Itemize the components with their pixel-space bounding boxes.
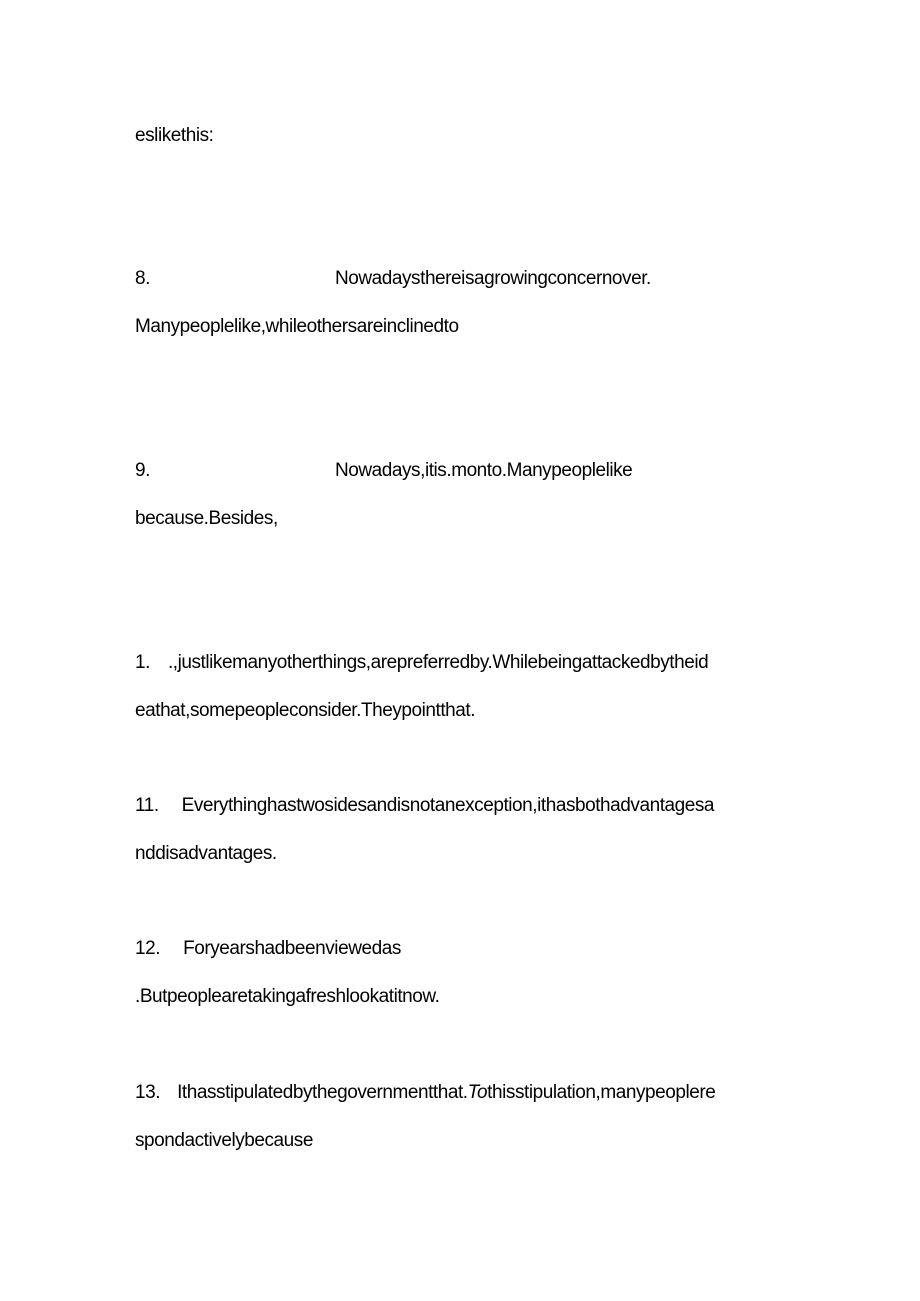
list-item-9-line-2: because.Besides, xyxy=(135,508,278,529)
item-number: 12. xyxy=(135,938,161,959)
item-text: Nowadays,itis.monto.Manypeoplelike xyxy=(335,460,633,481)
item-text: Foryearshadbeenviewedas xyxy=(183,938,401,959)
list-item-11-line-1 xyxy=(135,795,714,817)
list-item-13-line-1 xyxy=(135,1082,715,1104)
list-item-13-line-2: spondactivelybecause xyxy=(135,1130,313,1151)
item-text-italic: To xyxy=(467,1082,488,1103)
list-item-12-line-2: .Butpeoplearetakingafreshlookatitnow. xyxy=(135,986,440,1007)
item-number: 13. xyxy=(135,1082,161,1103)
item-number: 9. xyxy=(135,460,150,481)
text-fragment: eslikethis: xyxy=(135,125,214,146)
item-number: 11. xyxy=(135,795,159,816)
item-text: .,justlikemanyotherthings,arepreferredby.Whilebeingattackedbytheid xyxy=(167,652,709,673)
list-item-1-line-1 xyxy=(135,652,708,674)
item-text: Nowadaysthereisagrowingconcernover. xyxy=(335,268,651,289)
list-item-12-line-1 xyxy=(135,938,401,960)
list-item-8-line-2: Manypeoplelike,whileothersareinclinedto xyxy=(135,316,459,337)
list-item-11-line-2: nddisadvantages. xyxy=(135,843,277,864)
item-number: 1. xyxy=(135,652,150,673)
list-item-1-line-2: eathat,somepeopleconsider.Theypointthat. xyxy=(135,700,476,721)
list-item-8-line-1 xyxy=(135,268,835,290)
item-text: Ithasstipulatedbythegovernmentthat. xyxy=(177,1082,468,1103)
list-item-9-line-1 xyxy=(135,460,835,482)
item-text-continued: thisstipulation,manypeoplere xyxy=(487,1082,716,1103)
item-text: Everythinghastwosidesandisnotanexception,ithasbothadvantagesa xyxy=(181,795,715,816)
item-number: 8. xyxy=(135,268,150,289)
